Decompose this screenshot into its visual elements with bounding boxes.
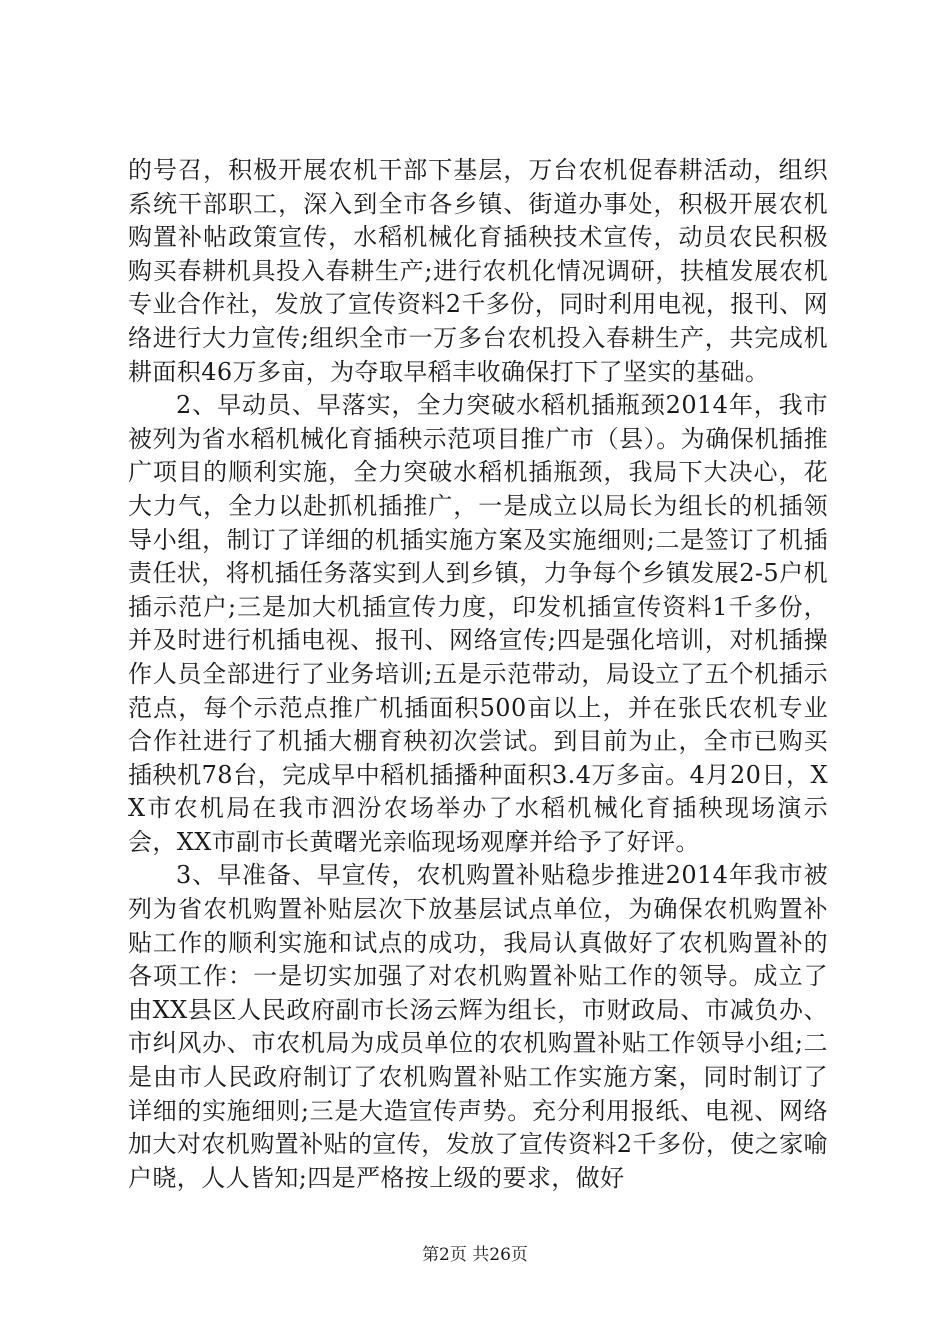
paragraph-continuation: 的号召，积极开展农机干部下基层，万台农机促春耕活动，组织系统干部职工，深入到全市各乡镇、街道办事处，积极开展农机购置补帖政策宣传，水稻机械化育插秧技术宣传，动员农民积极购买春耕机具投入春耕生产;进行农机化情况调研，扶植发展农机专业合作社，发放了宣传资料2千多份，同时利用电视，报刊、网络进行大力宣传;组织全市一万多台农机投入春耕生产，共完成机耕面积46万多亩，为夺取早稻丰收确保打下了坚实的基础。: [128, 156, 828, 386]
document-body: [128, 154, 828, 1195]
paragraph-purchase-subsidy: 3、早准备、早宣传，农机购置补贴稳步推进2014年我市被列为省农机购置补贴层次下放基层试点单位，为确保农机购置补贴工作的顺利实施和试点的成功，我局认真做好了农机购置补的各项工作：一是切实加强了对农机购置补贴工作的领导。成立了由XX县区人民政府副市长汤云辉为组长，市财政局、市减负办、市纠风办、市农机局为成员单位的农机购置补贴工作领导小组;二是由市人民政府制订了农机购置补贴工作实施方案，同时制订了详细的实施细则;三是大造宣传声势。充分利用报纸、电视、网络加大对农机购置补贴的宣传，发放了宣传资料2千多份，使之家喻户晓，人人皆知;四是严格按上级的要求，做好: [128, 861, 828, 1192]
paragraph-early-mobilization: 2、早动员、早落实，全力突破水稻机插瓶颈2014年，我市被列为省水稻机械化育插秧示范项目推广市（县）。为确保机插推广项目的顺利实施，全力突破水稻机插瓶颈，我局下大决心，花大力气，全力以赴抓机插推广，一是成立以局长为组长的机插领导小组，制订了详细的机插实施方案及实施细则;二是签订了机插责任状，将机插任务落实到人到乡镇，力争每个乡镇发展2-5户机插示范户;三是加大机插宣传力度，印发机插宣传资料1千多份，并及时进行机插电视、报刊、网络宣传;四是强化培训，对机插操作人员全部进行了业务培训;五是示范带动，局设立了五个机插示范点，每个示范点推广机插面积500亩以上，并在张氏农机专业合作社进行了机插大棚育秧初次尝试。到目前为止，全市已购买插秧机78台，完成早中稻机插播种面积3.4万多亩。4月20日，XX市农机局在我市泗汾农场举办了水稻机械化育插秧现场演示会，XX市副市长黄曙光亲临现场观摩并给予了好评。: [128, 391, 828, 856]
page-number-footer: 第2页 共26页: [422, 1245, 528, 1265]
